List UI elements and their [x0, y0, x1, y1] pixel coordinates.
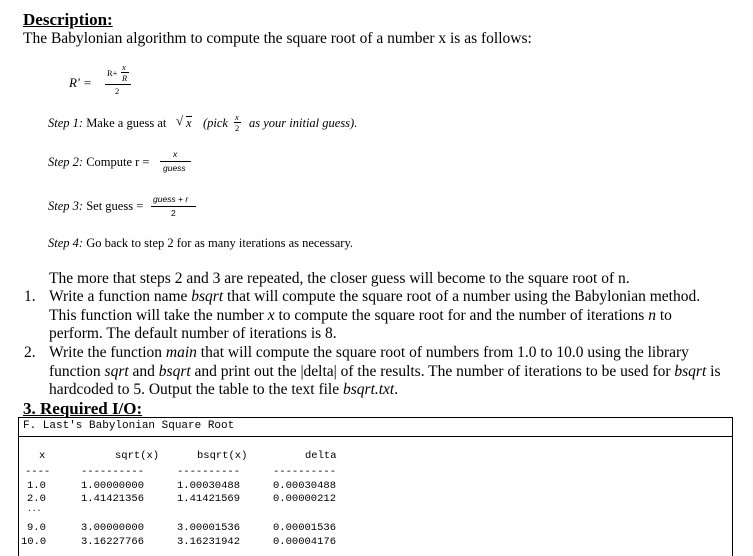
step-3-text: Set guess =	[83, 199, 144, 213]
step-2-text: Compute r =	[83, 155, 150, 169]
table-cell: 3.16227766	[81, 536, 145, 548]
task-text: Write the function	[49, 344, 166, 361]
column-header: sqrt(x)	[115, 450, 160, 462]
step-4-text: Go back to step 2 for as many iterations as necessary.	[83, 236, 354, 250]
required-io-heading: 3. Required I/O:	[23, 399, 143, 418]
task-line	[49, 325, 337, 344]
task-text: and	[128, 362, 159, 380]
table-cell: 1.41421356	[81, 493, 145, 505]
task-line	[49, 344, 689, 363]
description-heading: Description:	[23, 10, 113, 29]
column-header: x	[39, 450, 46, 462]
sqrt-symbol: √	[176, 113, 184, 128]
step-1-label: Step 1:	[48, 116, 84, 130]
task-italic-term: sqrt	[104, 362, 129, 380]
pick-num: x	[235, 112, 239, 122]
pick-den: 2	[235, 123, 240, 133]
task-text: function	[49, 362, 105, 380]
step-1	[48, 116, 166, 131]
step-2-fraction	[160, 148, 192, 178]
task-text: and print out the |delta| of the results. The number of iterations to be used for	[190, 362, 675, 380]
intro-text: The Babylonian algorithm to compute the square root of a number x is as follows:	[23, 30, 532, 47]
table-cell: 0.00000212	[273, 493, 337, 505]
table-title-rule	[19, 436, 732, 437]
task-italic-term: bsqrt	[158, 362, 191, 380]
row-x-value: 10.0	[21, 536, 47, 548]
task-text: hardcoded to 5. Output the table to the text file	[49, 381, 343, 398]
task-text: is	[706, 362, 721, 380]
task-line	[49, 288, 700, 307]
step-2	[48, 155, 149, 170]
task-text: that will compute the square root of a number using the Babylonian method.	[223, 288, 701, 305]
dash-separator: ----------	[81, 466, 145, 478]
step-3-fraction	[150, 193, 198, 223]
table-cell: 0.00001536	[273, 522, 337, 534]
row-x-value: ...	[27, 505, 42, 514]
table-cell: 3.00001536	[177, 522, 241, 534]
table-cell: 1.00030488	[177, 480, 241, 492]
step-3	[48, 199, 143, 214]
row-x-value: 1.0	[27, 480, 46, 492]
formula-denom: 2	[115, 86, 120, 96]
task-italic-term: bsqrt.txt	[343, 381, 395, 398]
task-italic-term: main	[165, 344, 197, 361]
step-3-bar	[151, 206, 196, 207]
formula-fraction	[104, 62, 134, 98]
task-italic-term: bsqrt	[674, 362, 707, 380]
step-3-den: 2	[171, 208, 176, 218]
formula-numer-r: R	[122, 73, 128, 83]
task-text: that will compute the square root of numbers from 1.0 to 10.0 using the library	[196, 344, 689, 361]
step-1-text: Make a guess at	[83, 116, 167, 130]
task-italic-term: n	[648, 306, 656, 324]
table-cell: 3.00000000	[81, 522, 145, 534]
dash-separator: ----------	[273, 466, 337, 478]
step-4-label: Step 4:	[48, 236, 84, 250]
task-text: This function will take the number	[49, 306, 268, 324]
table-cell: 3.16231942	[177, 536, 241, 548]
task-text: to	[655, 306, 672, 324]
task-text: .	[394, 381, 399, 398]
note-text: The more that steps 2 and 3 are repeated, the closer guess will become to the square root of n.	[49, 270, 630, 287]
step-3-label: Step 3:	[48, 199, 84, 213]
step-4	[48, 236, 353, 251]
table-cell: 1.00000000	[81, 480, 145, 492]
task-line	[49, 381, 398, 400]
task-text: to compute the square root for and the number of iterations	[274, 306, 649, 324]
output-table-title: F. Last's Babylonian Square Root	[23, 420, 235, 432]
step-1-tail: as your initial guess).	[249, 116, 358, 130]
step-1-pick: (pick	[203, 116, 228, 130]
task-italic-term: bsqrt	[191, 288, 224, 305]
step-2-label: Step 2:	[48, 155, 84, 169]
table-cell: 0.00030488	[273, 480, 337, 492]
task-line	[49, 363, 720, 382]
output-table	[18, 417, 733, 556]
sqrt-var: x	[186, 116, 192, 130]
step-3-num: guess + r	[153, 194, 189, 204]
row-x-value: 2.0	[27, 493, 46, 505]
column-header: bsqrt(x)	[197, 450, 248, 462]
dash-separator: ----------	[177, 466, 241, 478]
step-2-bar	[160, 161, 191, 162]
table-cell: 1.41421569	[177, 493, 241, 505]
formula-main-bar	[105, 84, 131, 85]
task-number: 1.	[24, 288, 36, 305]
pick-fraction	[234, 112, 242, 134]
dash-separator: ----	[25, 466, 51, 478]
step-2-num: x	[173, 149, 178, 159]
task-line	[49, 307, 672, 326]
task-number: 2.	[24, 344, 36, 361]
step-2-den: guess	[163, 163, 186, 173]
row-x-value: 9.0	[27, 522, 46, 534]
task-italic-term: x	[267, 306, 275, 324]
column-header: delta	[305, 450, 337, 462]
task-text: perform. The default number of iterations is 8.	[49, 325, 337, 342]
table-cell: 0.00004176	[273, 536, 337, 548]
formula-numer: R+	[107, 68, 118, 78]
task-text: Write a function name	[49, 288, 192, 305]
formula-lhs: R' =	[69, 75, 92, 90]
formula-numer-x: x	[122, 62, 126, 72]
